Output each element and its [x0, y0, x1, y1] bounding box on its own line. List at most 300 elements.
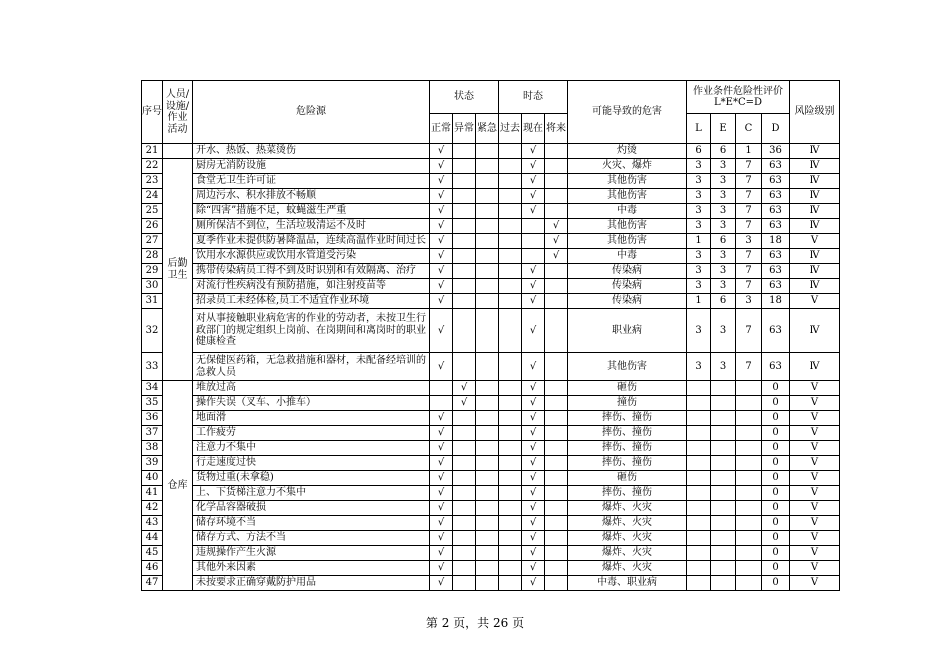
row-risk-level: Ⅳ: [790, 189, 840, 204]
row-future-check: [545, 501, 568, 516]
row-normal-check: √: [430, 159, 453, 174]
row-normal-check: √: [430, 561, 453, 576]
table-row: [142, 561, 840, 576]
row-hazard: 注意力不集中: [193, 441, 430, 456]
row-past-check: [499, 189, 522, 204]
row-past-check: [499, 219, 522, 234]
row-C-value: [736, 531, 762, 546]
row-risk-level: Ⅳ: [790, 353, 840, 381]
row-C-value: 7: [736, 204, 762, 219]
row-past-check: [499, 294, 522, 309]
row-past-check: [499, 546, 522, 561]
row-present-check: √: [522, 189, 545, 204]
row-C-value: [736, 426, 762, 441]
row-C-value: 7: [736, 189, 762, 204]
row-E-value: [711, 396, 736, 411]
row-seq: 45: [142, 546, 163, 561]
row-seq: 29: [142, 264, 163, 279]
row-C-value: [736, 471, 762, 486]
header-state-emergency: 紧急: [476, 114, 499, 144]
table-row: [142, 234, 840, 249]
row-present-check: √: [522, 576, 545, 591]
row-present-check: √: [522, 264, 545, 279]
row-E-value: [711, 456, 736, 471]
row-L-value: [687, 561, 711, 576]
row-seq: 22: [142, 159, 163, 174]
row-risk-level: Ⅴ: [790, 426, 840, 441]
row-seq: 26: [142, 219, 163, 234]
row-E-value: [711, 576, 736, 591]
table-row: [142, 516, 840, 531]
row-harm: 爆炸、火灾: [568, 561, 687, 576]
row-seq: 21: [142, 144, 163, 159]
row-present-check: √: [522, 501, 545, 516]
row-E-value: 3: [711, 189, 736, 204]
row-E-value: 3: [711, 159, 736, 174]
row-present-check: √: [522, 471, 545, 486]
row-hazard: 食堂无卫生许可证: [193, 174, 430, 189]
row-past-check: [499, 174, 522, 189]
table-row: [142, 456, 840, 471]
row-abnormal-check: [453, 531, 476, 546]
row-L-value: 1: [687, 294, 711, 309]
table-row: [142, 279, 840, 294]
row-D-value: 0: [762, 396, 790, 411]
row-harm: 火灾、爆炸: [568, 159, 687, 174]
row-abnormal-check: [453, 426, 476, 441]
row-hazard: 化学品容器破损: [193, 501, 430, 516]
row-C-value: 7: [736, 309, 762, 353]
table-row: [142, 144, 840, 159]
table-row: [142, 249, 840, 264]
header-tense-future: 将来: [545, 114, 568, 144]
row-seq: 31: [142, 294, 163, 309]
row-L-value: 3: [687, 353, 711, 381]
row-future-check: [545, 189, 568, 204]
table-row: [142, 294, 840, 309]
row-past-check: [499, 353, 522, 381]
row-present-check: √: [522, 486, 545, 501]
row-seq: 32: [142, 309, 163, 353]
row-seq: 34: [142, 381, 163, 396]
row-C-value: [736, 501, 762, 516]
row-E-value: 3: [711, 174, 736, 189]
row-hazard: 对流行性疾病没有预防措施，如注射疫苗等: [193, 279, 430, 294]
row-hazard: 对从事接触职业病危害的作业的劳动者，未按卫生行政部门的规定组织上岗前、在岗期间和离岗时的职业健康检查: [193, 309, 430, 353]
row-harm: 其他伤害: [568, 234, 687, 249]
row-C-value: 3: [736, 294, 762, 309]
row-future-check: [545, 381, 568, 396]
header-tense: 时态: [499, 81, 568, 114]
row-C-value: [736, 546, 762, 561]
row-hazard: 行走速度过快: [193, 456, 430, 471]
row-present-check: √: [522, 309, 545, 353]
row-emergency-check: [476, 561, 499, 576]
row-hazard: 操作失误（叉车、小推车）: [193, 396, 430, 411]
row-abnormal-check: [453, 189, 476, 204]
row-future-check: [545, 411, 568, 426]
row-E-value: 6: [711, 144, 736, 159]
row-L-value: 3: [687, 309, 711, 353]
row-risk-level: Ⅴ: [790, 561, 840, 576]
table-row: [142, 396, 840, 411]
row-L-value: [687, 426, 711, 441]
row-future-check: [545, 531, 568, 546]
row-D-value: 63: [762, 219, 790, 234]
row-abnormal-check: [453, 279, 476, 294]
row-emergency-check: [476, 471, 499, 486]
row-risk-level: Ⅳ: [790, 249, 840, 264]
row-harm: 摔伤、撞伤: [568, 426, 687, 441]
header-activity: 人员/设施/作业活动: [163, 81, 193, 144]
row-abnormal-check: [453, 441, 476, 456]
row-L-value: [687, 576, 711, 591]
row-D-value: 63: [762, 353, 790, 381]
row-E-value: 6: [711, 234, 736, 249]
row-harm: 传染病: [568, 279, 687, 294]
row-seq: 25: [142, 204, 163, 219]
row-past-check: [499, 471, 522, 486]
row-emergency-check: [476, 426, 499, 441]
row-D-value: 0: [762, 516, 790, 531]
row-future-check: [545, 144, 568, 159]
row-E-value: [711, 561, 736, 576]
row-hazard: 夏季作业未提供防暑降温品，连续高温作业时间过长: [193, 234, 430, 249]
row-risk-level: Ⅳ: [790, 174, 840, 189]
row-D-value: 0: [762, 441, 790, 456]
row-future-check: [545, 294, 568, 309]
row-emergency-check: [476, 159, 499, 174]
row-risk-level: Ⅴ: [790, 471, 840, 486]
row-emergency-check: [476, 576, 499, 591]
row-abnormal-check: [453, 471, 476, 486]
row-L-value: 3: [687, 219, 711, 234]
row-risk-level: Ⅴ: [790, 516, 840, 531]
row-C-value: 1: [736, 144, 762, 159]
row-C-value: 7: [736, 353, 762, 381]
row-normal-check: √: [430, 456, 453, 471]
row-normal-check: [430, 381, 453, 396]
row-future-check: [545, 279, 568, 294]
row-C-value: 7: [736, 264, 762, 279]
row-seq: 38: [142, 441, 163, 456]
row-present-check: √: [522, 441, 545, 456]
header-hazard: 危险源: [193, 81, 430, 144]
row-E-value: [711, 546, 736, 561]
row-emergency-check: [476, 204, 499, 219]
row-past-check: [499, 501, 522, 516]
row-E-value: [711, 471, 736, 486]
row-past-check: [499, 264, 522, 279]
table-row: [142, 219, 840, 234]
row-emergency-check: [476, 309, 499, 353]
row-seq: 27: [142, 234, 163, 249]
row-hazard: 开水、热饭、热菜烫伤: [193, 144, 430, 159]
row-past-check: [499, 309, 522, 353]
row-abnormal-check: [453, 264, 476, 279]
row-present-check: [522, 219, 545, 234]
row-seq: 39: [142, 456, 163, 471]
row-seq: 44: [142, 531, 163, 546]
row-L-value: [687, 516, 711, 531]
row-emergency-check: [476, 234, 499, 249]
row-abnormal-check: [453, 576, 476, 591]
row-abnormal-check: [453, 516, 476, 531]
row-emergency-check: [476, 249, 499, 264]
row-harm: 其他伤害: [568, 219, 687, 234]
row-seq: 43: [142, 516, 163, 531]
row-abnormal-check: √: [453, 381, 476, 396]
row-D-value: 0: [762, 456, 790, 471]
row-E-value: [711, 486, 736, 501]
header-tense-past: 过去: [499, 114, 522, 144]
row-future-check: [545, 471, 568, 486]
table-row: [142, 174, 840, 189]
row-seq: 33: [142, 353, 163, 381]
row-abnormal-check: [453, 249, 476, 264]
row-abnormal-check: [453, 144, 476, 159]
row-abnormal-check: [453, 204, 476, 219]
row-risk-level: Ⅴ: [790, 576, 840, 591]
row-D-value: 0: [762, 411, 790, 426]
row-future-check: [545, 441, 568, 456]
row-C-value: [736, 441, 762, 456]
row-risk-level: Ⅴ: [790, 381, 840, 396]
row-past-check: [499, 279, 522, 294]
row-D-value: 63: [762, 264, 790, 279]
row-L-value: 3: [687, 249, 711, 264]
header-tense-present: 现在: [522, 114, 545, 144]
row-D-value: 63: [762, 189, 790, 204]
row-future-check: [545, 353, 568, 381]
row-past-check: [499, 531, 522, 546]
header-state-normal: 正常: [430, 114, 453, 144]
row-L-value: [687, 471, 711, 486]
row-harm: 爆炸、火灾: [568, 546, 687, 561]
row-L-value: 3: [687, 264, 711, 279]
row-harm: 其他伤害: [568, 189, 687, 204]
row-present-check: √: [522, 396, 545, 411]
row-risk-level: Ⅳ: [790, 204, 840, 219]
table-row: [142, 546, 840, 561]
row-normal-check: √: [430, 294, 453, 309]
row-normal-check: √: [430, 516, 453, 531]
row-hazard: 货物过重(未拿稳): [193, 471, 430, 486]
row-seq: 42: [142, 501, 163, 516]
row-normal-check: √: [430, 219, 453, 234]
row-hazard: 堆放过高: [193, 381, 430, 396]
row-past-check: [499, 159, 522, 174]
row-hazard: 饮用水水源供应或饮用水管道受污染: [193, 249, 430, 264]
row-hazard: 无保健医药箱，无急救措施和器材，未配备经培训的急救人员: [193, 353, 430, 381]
row-hazard: 携带传染病员工得不到及时识别和有效隔离、治疗: [193, 264, 430, 279]
row-harm: 传染病: [568, 294, 687, 309]
row-past-check: [499, 456, 522, 471]
header-seq: 序号: [142, 81, 163, 144]
row-harm: 爆炸、火灾: [568, 516, 687, 531]
row-hazard: 地面滑: [193, 411, 430, 426]
row-emergency-check: [476, 486, 499, 501]
header-evaluation: [687, 81, 790, 114]
row-past-check: [499, 204, 522, 219]
row-C-value: [736, 561, 762, 576]
row-risk-level: Ⅳ: [790, 279, 840, 294]
row-D-value: 0: [762, 561, 790, 576]
row-E-value: 3: [711, 249, 736, 264]
table-row: [142, 264, 840, 279]
row-abnormal-check: [453, 174, 476, 189]
row-present-check: √: [522, 546, 545, 561]
row-D-value: 36: [762, 144, 790, 159]
row-emergency-check: [476, 531, 499, 546]
row-normal-check: √: [430, 204, 453, 219]
row-present-check: √: [522, 204, 545, 219]
row-present-check: √: [522, 294, 545, 309]
row-D-value: 0: [762, 471, 790, 486]
row-harm: 爆炸、火灾: [568, 531, 687, 546]
row-seq: 40: [142, 471, 163, 486]
row-D-value: 63: [762, 159, 790, 174]
row-D-value: 63: [762, 309, 790, 353]
row-past-check: [499, 561, 522, 576]
row-emergency-check: [476, 174, 499, 189]
row-E-value: [711, 411, 736, 426]
table-row: [142, 204, 840, 219]
row-emergency-check: [476, 294, 499, 309]
row-L-value: [687, 441, 711, 456]
row-hazard: 上、下货梯注意力不集中: [193, 486, 430, 501]
row-past-check: [499, 249, 522, 264]
row-D-value: 0: [762, 501, 790, 516]
row-normal-check: √: [430, 189, 453, 204]
row-present-check: √: [522, 426, 545, 441]
header-evaluation-title: 作业条件危险性评价: [693, 85, 783, 97]
row-risk-level: Ⅴ: [790, 294, 840, 309]
row-harm: 砸伤: [568, 381, 687, 396]
table-row: [142, 441, 840, 456]
activity-cell-blank: [163, 144, 193, 159]
row-harm: 中毒、职业病: [568, 576, 687, 591]
header-L: L: [687, 114, 711, 144]
row-C-value: [736, 576, 762, 591]
row-D-value: 18: [762, 294, 790, 309]
row-E-value: 3: [711, 219, 736, 234]
row-future-check: [545, 174, 568, 189]
row-past-check: [499, 411, 522, 426]
row-future-check: [545, 561, 568, 576]
row-abnormal-check: [453, 546, 476, 561]
table-row: [142, 189, 840, 204]
row-L-value: 1: [687, 234, 711, 249]
row-present-check: √: [522, 381, 545, 396]
row-harm: 职业病: [568, 309, 687, 353]
row-hazard: 其他外来因素: [193, 561, 430, 576]
row-abnormal-check: [453, 456, 476, 471]
row-hazard: 招录员工未经体检,员工不适宜作业环境: [193, 294, 430, 309]
row-emergency-check: [476, 516, 499, 531]
header-evaluation-formula: L*E*C=D: [714, 97, 762, 108]
row-normal-check: √: [430, 411, 453, 426]
header-E: E: [711, 114, 736, 144]
row-future-check: [545, 456, 568, 471]
row-E-value: 3: [711, 309, 736, 353]
row-harm: 传染病: [568, 264, 687, 279]
row-risk-level: Ⅴ: [790, 531, 840, 546]
row-emergency-check: [476, 189, 499, 204]
row-normal-check: √: [430, 174, 453, 189]
row-seq: 47: [142, 576, 163, 591]
row-E-value: [711, 531, 736, 546]
row-future-check: [545, 309, 568, 353]
table-row: [142, 426, 840, 441]
row-seq: 36: [142, 411, 163, 426]
header-C: C: [736, 114, 762, 144]
row-past-check: [499, 396, 522, 411]
header-state-abnormal: 异常: [453, 114, 476, 144]
row-present-check: √: [522, 456, 545, 471]
row-harm: 撞伤: [568, 396, 687, 411]
row-L-value: [687, 456, 711, 471]
row-hazard: 储存环境不当: [193, 516, 430, 531]
row-emergency-check: [476, 441, 499, 456]
row-normal-check: √: [430, 309, 453, 353]
row-past-check: [499, 441, 522, 456]
row-risk-level: Ⅴ: [790, 441, 840, 456]
row-harm: 中毒: [568, 249, 687, 264]
row-C-value: 7: [736, 174, 762, 189]
row-C-value: [736, 411, 762, 426]
row-L-value: [687, 396, 711, 411]
row-C-value: [736, 486, 762, 501]
row-seq: 28: [142, 249, 163, 264]
row-abnormal-check: [453, 159, 476, 174]
row-risk-level: Ⅳ: [790, 144, 840, 159]
row-present-check: [522, 249, 545, 264]
row-E-value: [711, 381, 736, 396]
row-emergency-check: [476, 456, 499, 471]
row-L-value: [687, 381, 711, 396]
row-future-check: [545, 426, 568, 441]
row-risk-level: Ⅳ: [790, 309, 840, 353]
row-normal-check: √: [430, 576, 453, 591]
row-risk-level: Ⅳ: [790, 264, 840, 279]
row-normal-check: √: [430, 501, 453, 516]
row-E-value: [711, 441, 736, 456]
row-present-check: √: [522, 353, 545, 381]
activity-group-warehouse: 仓库: [163, 381, 193, 591]
row-E-value: 3: [711, 279, 736, 294]
table-row: [142, 531, 840, 546]
row-risk-level: Ⅴ: [790, 234, 840, 249]
row-L-value: [687, 546, 711, 561]
table-row: [142, 353, 840, 381]
row-present-check: √: [522, 279, 545, 294]
row-risk-level: Ⅴ: [790, 456, 840, 471]
row-abnormal-check: [453, 309, 476, 353]
page-footer: 第 2 页，共 26 页: [425, 616, 525, 630]
table-row: [142, 471, 840, 486]
row-normal-check: √: [430, 546, 453, 561]
row-abnormal-check: [453, 353, 476, 381]
row-abnormal-check: [453, 501, 476, 516]
row-present-check: √: [522, 411, 545, 426]
row-D-value: 0: [762, 426, 790, 441]
row-abnormal-check: [453, 486, 476, 501]
row-C-value: [736, 381, 762, 396]
row-harm: 中毒: [568, 204, 687, 219]
row-E-value: [711, 426, 736, 441]
row-emergency-check: [476, 396, 499, 411]
